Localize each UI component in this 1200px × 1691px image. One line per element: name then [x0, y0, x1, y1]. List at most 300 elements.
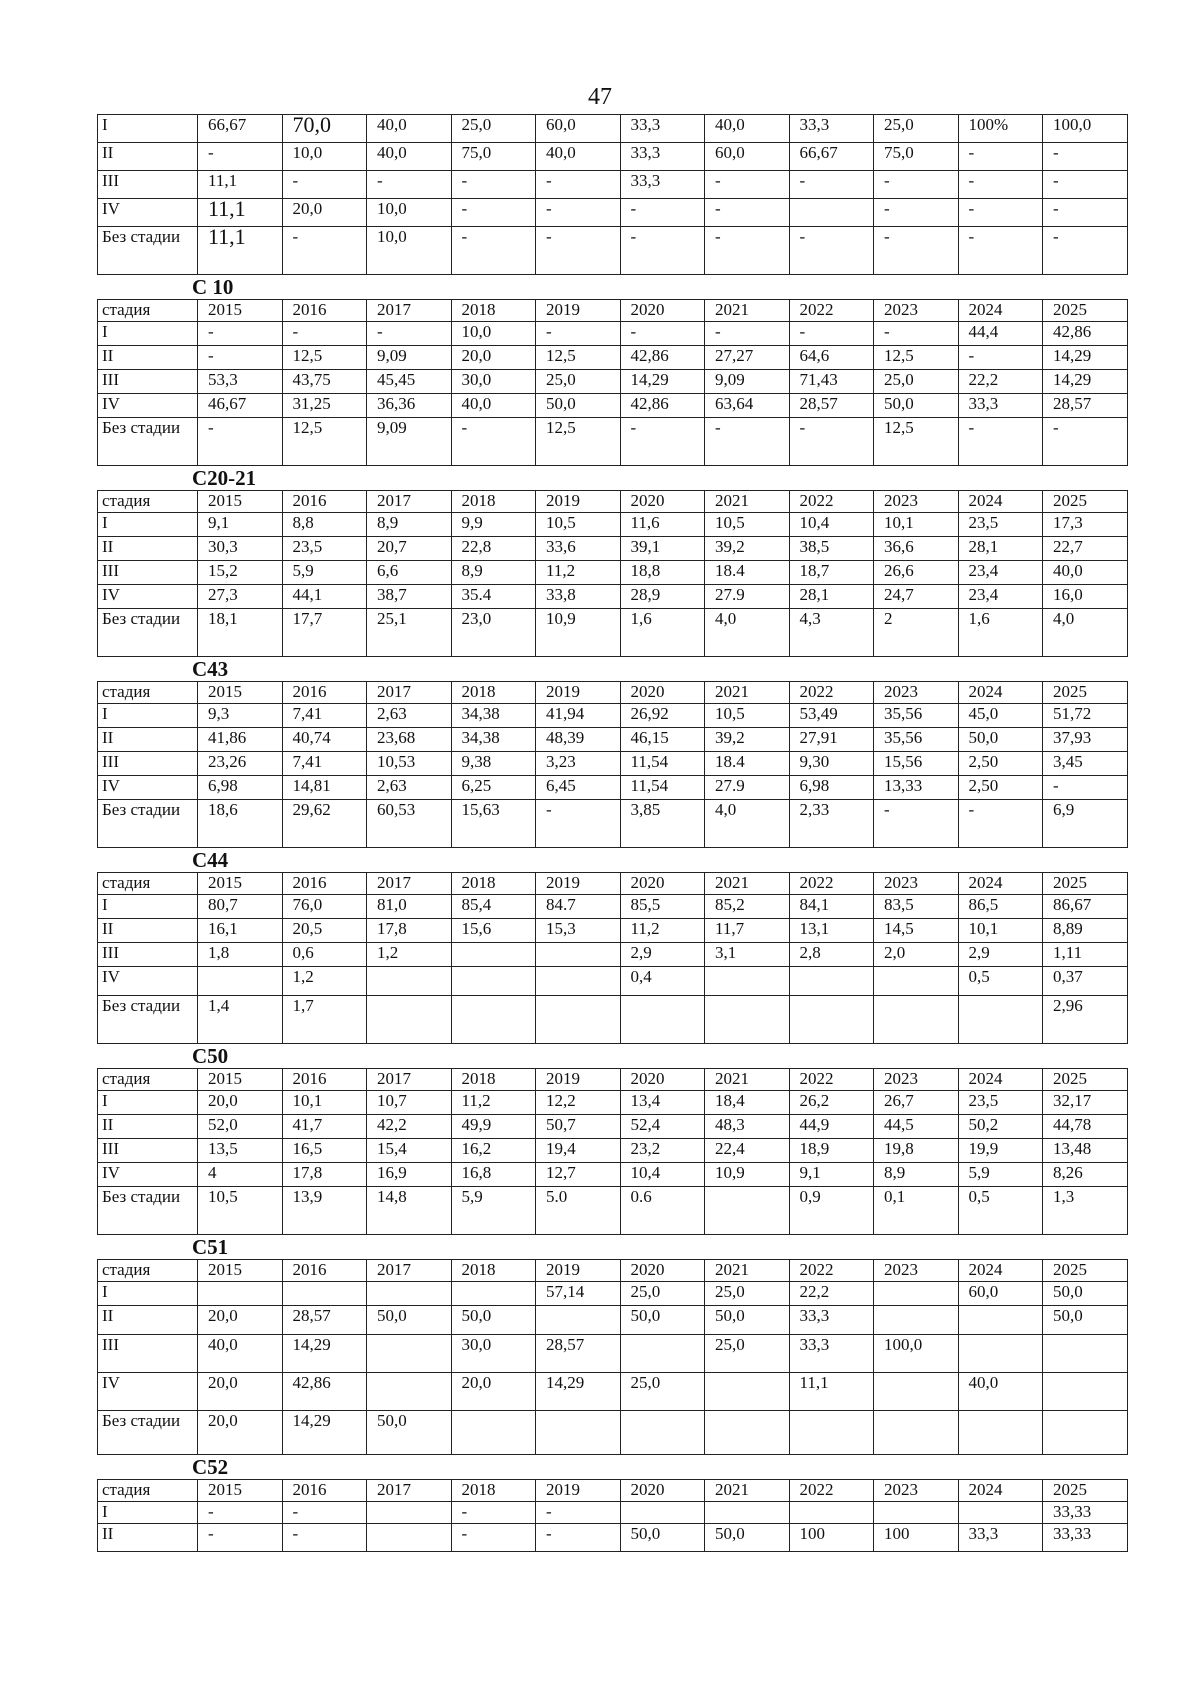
table-cell: 71,43	[789, 370, 874, 394]
table-cell: 66,67	[789, 143, 874, 171]
table-cell	[451, 967, 536, 996]
year-header-cell: 2025	[1043, 1069, 1128, 1091]
table-cell: 44,1	[282, 585, 367, 609]
table-cell: -	[451, 1524, 536, 1552]
table-cell: -	[536, 199, 621, 227]
stage-label: Без стадии	[98, 609, 198, 657]
table-cell: 38,5	[789, 537, 874, 561]
table-row	[98, 370, 1128, 394]
table-cell: 10,5	[536, 513, 621, 537]
year-header-cell: 2018	[451, 873, 536, 895]
year-header-cell: 2021	[705, 1480, 790, 1502]
table-cell: 9,09	[367, 418, 452, 466]
stage-label: IV	[98, 967, 198, 996]
table-cell: 85,2	[705, 895, 790, 919]
table-cell: 83,5	[874, 895, 959, 919]
table-cell: 40,0	[367, 143, 452, 171]
table-cell: 41,94	[536, 704, 621, 728]
table-cell: 50,0	[367, 1306, 452, 1335]
table-row	[98, 996, 1128, 1044]
table-cell: 8,9	[451, 561, 536, 585]
year-header-cell: 2024	[958, 300, 1043, 322]
table-cell: 1,7	[282, 996, 367, 1044]
table-cell: -	[282, 1524, 367, 1552]
table-row	[98, 967, 1128, 996]
year-header-cell: 2020	[620, 1260, 705, 1282]
table-cell	[620, 1335, 705, 1373]
table-row	[98, 1524, 1128, 1552]
table-cell: 2,9	[958, 943, 1043, 967]
table-cell: 25,0	[705, 1335, 790, 1373]
stage-label: I	[98, 1282, 198, 1306]
table-cell: 28,1	[789, 585, 874, 609]
year-header-cell: 2025	[1043, 682, 1128, 704]
year-header-cell: 2021	[705, 682, 790, 704]
table-row	[98, 513, 1128, 537]
year-header-cell: 2019	[536, 1480, 621, 1502]
table-row	[98, 1373, 1128, 1411]
year-header-cell: 2015	[198, 1069, 283, 1091]
year-header-cell: 2022	[789, 300, 874, 322]
table-cell: 9,3	[198, 704, 283, 728]
table-cell: 18.4	[705, 561, 790, 585]
stage-header-cell: стадия	[98, 873, 198, 895]
table-cell: 85,5	[620, 895, 705, 919]
table-cell: 16,8	[451, 1163, 536, 1187]
table-cell: 0,5	[958, 967, 1043, 996]
table-row	[98, 418, 1128, 466]
table-row	[98, 943, 1128, 967]
stage-label: I	[98, 1091, 198, 1115]
table-cell	[874, 1306, 959, 1335]
table-cell: 26,92	[620, 704, 705, 728]
stage-table	[97, 299, 1128, 466]
table-cell: 11,2	[620, 919, 705, 943]
table-cell: 25,0	[536, 370, 621, 394]
table-cell: 23,2	[620, 1139, 705, 1163]
table-cell: 17,3	[1043, 513, 1128, 537]
table-cell: -	[874, 171, 959, 199]
table-cell: 23,4	[958, 561, 1043, 585]
stage-label: IV	[98, 585, 198, 609]
table-cell	[198, 967, 283, 996]
table-cell: -	[367, 171, 452, 199]
table-cell: 44,5	[874, 1115, 959, 1139]
table-cell: -	[282, 322, 367, 346]
table-cell: -	[1043, 227, 1128, 275]
table-cell: 81,0	[367, 895, 452, 919]
table-cell: 2,33	[789, 800, 874, 848]
table-cell: -	[874, 199, 959, 227]
table-cell: 36,6	[874, 537, 959, 561]
table-cell: 48,3	[705, 1115, 790, 1139]
table-cell: 1,8	[198, 943, 283, 967]
table-cell: -	[958, 143, 1043, 171]
table-cell: -	[705, 322, 790, 346]
year-header-cell: 2024	[958, 873, 1043, 895]
table-cell: 12,5	[536, 346, 621, 370]
table-cell: 39,1	[620, 537, 705, 561]
table-row	[98, 1282, 1128, 1306]
table-cell: 1,2	[367, 943, 452, 967]
header-row	[98, 300, 1128, 322]
table-cell: 15,63	[451, 800, 536, 848]
table-row	[98, 115, 1128, 143]
stage-label: IV	[98, 199, 198, 227]
table-cell: 75,0	[451, 143, 536, 171]
table-cell: 2,50	[958, 776, 1043, 800]
top-table	[97, 114, 1128, 275]
table-row	[98, 1335, 1128, 1373]
stage-label: III	[98, 1139, 198, 1163]
table-cell	[958, 1411, 1043, 1455]
table-cell: 31,25	[282, 394, 367, 418]
table-cell	[367, 1502, 452, 1524]
table-cell: 19,8	[874, 1139, 959, 1163]
header-row	[98, 491, 1128, 513]
table-row	[98, 143, 1128, 171]
table-cell: 8,9	[874, 1163, 959, 1187]
table-cell: -	[198, 322, 283, 346]
stage-header-cell: стадия	[98, 491, 198, 513]
table-cell: 46,15	[620, 728, 705, 752]
table-cell: 28,9	[620, 585, 705, 609]
year-header-cell: 2025	[1043, 300, 1128, 322]
stage-label: II	[98, 1524, 198, 1552]
stage-label: I	[98, 115, 198, 143]
document-content	[97, 114, 1127, 1552]
table-cell: 0,6	[282, 943, 367, 967]
stage-header-cell: стадия	[98, 1069, 198, 1091]
table-cell: 50,0	[705, 1306, 790, 1335]
year-header-cell: 2022	[789, 491, 874, 513]
stage-table	[97, 490, 1128, 657]
table-cell: -	[789, 171, 874, 199]
year-header-cell: 2022	[789, 1069, 874, 1091]
year-header-cell: 2019	[536, 1069, 621, 1091]
table-cell: 29,62	[282, 800, 367, 848]
table-cell: 11,1	[198, 171, 283, 199]
table-cell: 2,63	[367, 704, 452, 728]
table-cell: 8,9	[367, 513, 452, 537]
table-cell: 10,5	[705, 704, 790, 728]
year-header-cell: 2016	[282, 873, 367, 895]
table-cell: 20,7	[367, 537, 452, 561]
table-cell	[958, 1335, 1043, 1373]
section-title: С20-21	[192, 466, 257, 490]
year-header-cell: 2023	[874, 1480, 959, 1502]
stage-tables	[97, 275, 1127, 1552]
table-row	[98, 1411, 1128, 1455]
stage-table	[97, 1479, 1128, 1552]
table-cell: 1,6	[958, 609, 1043, 657]
table-cell: -	[282, 227, 367, 275]
table-cell: -	[620, 322, 705, 346]
table-row	[98, 704, 1128, 728]
year-header-cell: 2016	[282, 300, 367, 322]
table-cell	[282, 1282, 367, 1306]
table-cell: 63,64	[705, 394, 790, 418]
table-cell: 0,37	[1043, 967, 1128, 996]
table-cell: 23,5	[958, 513, 1043, 537]
table-cell: 38,7	[367, 585, 452, 609]
table-cell: -	[198, 418, 283, 466]
table-cell	[620, 1411, 705, 1455]
table-row	[98, 776, 1128, 800]
table-cell: 22,2	[789, 1282, 874, 1306]
table-cell: -	[282, 171, 367, 199]
table-cell: 40,74	[282, 728, 367, 752]
table-cell: -	[1043, 776, 1128, 800]
table-cell	[789, 967, 874, 996]
table-cell: -	[451, 1502, 536, 1524]
table-cell: 10,1	[874, 513, 959, 537]
table-cell	[789, 1502, 874, 1524]
table-cell: 0,5	[958, 1187, 1043, 1235]
table-cell: 11,1	[789, 1373, 874, 1411]
table-cell: 53,3	[198, 370, 283, 394]
table-cell: 35.4	[451, 585, 536, 609]
table-cell: -	[789, 322, 874, 346]
table-cell: 2,0	[874, 943, 959, 967]
year-header-cell: 2020	[620, 682, 705, 704]
table-cell: 11,6	[620, 513, 705, 537]
table-cell	[705, 1411, 790, 1455]
year-header-cell: 2024	[958, 1260, 1043, 1282]
table-cell: 44,9	[789, 1115, 874, 1139]
table-cell: 28,57	[789, 394, 874, 418]
table-cell: 19,9	[958, 1139, 1043, 1163]
section-title: С 10	[192, 275, 234, 299]
table-cell: 14,5	[874, 919, 959, 943]
table-cell: 42,86	[620, 394, 705, 418]
table-cell: 100	[874, 1524, 959, 1552]
table-cell: 33,3	[620, 115, 705, 143]
table-row	[98, 728, 1128, 752]
table-cell: 50,0	[1043, 1306, 1128, 1335]
table-cell: 20,0	[198, 1091, 283, 1115]
table-cell: 6,6	[367, 561, 452, 585]
table-cell	[451, 1282, 536, 1306]
table-cell: 50,0	[451, 1306, 536, 1335]
table-cell: 10,0	[367, 227, 452, 275]
table-cell: 10,0	[367, 199, 452, 227]
year-header-cell: 2017	[367, 300, 452, 322]
stage-label: Без стадии	[98, 1411, 198, 1455]
stage-label: II	[98, 919, 198, 943]
table-cell: -	[367, 322, 452, 346]
table-cell: 20,5	[282, 919, 367, 943]
table-cell	[874, 1282, 959, 1306]
table-cell: 12,5	[536, 418, 621, 466]
year-header-cell: 2015	[198, 682, 283, 704]
table-cell: 11,2	[536, 561, 621, 585]
table-row	[98, 171, 1128, 199]
stage-label: I	[98, 513, 198, 537]
table-row	[98, 537, 1128, 561]
table-row	[98, 1115, 1128, 1139]
table-cell: 15,6	[451, 919, 536, 943]
table-section	[97, 848, 1127, 1044]
table-cell: 12,2	[536, 1091, 621, 1115]
table-cell	[1043, 1335, 1128, 1373]
table-row	[98, 752, 1128, 776]
table-cell	[705, 996, 790, 1044]
table-cell: -	[1043, 418, 1128, 466]
stage-label: III	[98, 943, 198, 967]
year-header-cell: 2018	[451, 491, 536, 513]
year-header-cell: 2015	[198, 1260, 283, 1282]
table-cell: 43,75	[282, 370, 367, 394]
table-cell	[1043, 1373, 1128, 1411]
stage-label: II	[98, 537, 198, 561]
stage-label: IV	[98, 776, 198, 800]
table-cell: 49,9	[451, 1115, 536, 1139]
table-cell: 1,11	[1043, 943, 1128, 967]
table-cell: 4,3	[789, 609, 874, 657]
table-cell: 33,3	[958, 394, 1043, 418]
table-cell: -	[958, 800, 1043, 848]
table-row	[98, 800, 1128, 848]
table-cell: 45,0	[958, 704, 1043, 728]
table-cell: 42,86	[282, 1373, 367, 1411]
table-cell	[705, 1373, 790, 1411]
stage-table	[97, 681, 1128, 848]
table-cell: 18,8	[620, 561, 705, 585]
table-cell: 30,0	[451, 1335, 536, 1373]
table-cell: 34,38	[451, 728, 536, 752]
table-cell: 33,33	[1043, 1502, 1128, 1524]
table-cell: 13,4	[620, 1091, 705, 1115]
year-header-cell: 2016	[282, 1480, 367, 1502]
table-cell: 18,9	[789, 1139, 874, 1163]
table-cell: -	[620, 418, 705, 466]
table-cell: 28,57	[536, 1335, 621, 1373]
year-header-cell: 2020	[620, 1480, 705, 1502]
header-row	[98, 1480, 1128, 1502]
table-cell: 70,0	[282, 115, 367, 143]
stage-header-cell: стадия	[98, 1260, 198, 1282]
stage-label: II	[98, 346, 198, 370]
table-cell: 22,7	[1043, 537, 1128, 561]
table-cell: 6,45	[536, 776, 621, 800]
table-cell: 8,89	[1043, 919, 1128, 943]
table-cell: 22,4	[705, 1139, 790, 1163]
year-header-cell: 2019	[536, 873, 621, 895]
stage-label: Без стадии	[98, 800, 198, 848]
table-cell: 10,7	[367, 1091, 452, 1115]
table-cell: -	[705, 227, 790, 275]
table-cell: 6,9	[1043, 800, 1128, 848]
table-cell: 20,0	[198, 1411, 283, 1455]
table-cell: 3,85	[620, 800, 705, 848]
table-cell: 4,0	[705, 800, 790, 848]
table-cell: 51,72	[1043, 704, 1128, 728]
table-cell	[367, 1282, 452, 1306]
table-cell: 10,9	[536, 609, 621, 657]
table-row	[98, 394, 1128, 418]
table-cell: 27.9	[705, 585, 790, 609]
year-header-cell: 2024	[958, 1069, 1043, 1091]
year-header-cell: 2025	[1043, 873, 1128, 895]
table-cell	[789, 199, 874, 227]
table-cell	[789, 996, 874, 1044]
table-cell: 57,14	[536, 1282, 621, 1306]
table-cell: 18,1	[198, 609, 283, 657]
table-cell: 18,6	[198, 800, 283, 848]
year-header-cell: 2018	[451, 1260, 536, 1282]
table-cell: -	[451, 418, 536, 466]
year-header-cell: 2023	[874, 1260, 959, 1282]
table-cell: 9,38	[451, 752, 536, 776]
table-cell: -	[198, 346, 283, 370]
table-cell	[958, 996, 1043, 1044]
year-header-cell: 2015	[198, 300, 283, 322]
table-cell: -	[874, 322, 959, 346]
year-header-cell: 2022	[789, 873, 874, 895]
table-cell: 16,0	[1043, 585, 1128, 609]
table-cell: -	[451, 227, 536, 275]
table-cell: 2,63	[367, 776, 452, 800]
table-cell: 30,0	[451, 370, 536, 394]
table-cell: 23,5	[958, 1091, 1043, 1115]
table-cell: 26,6	[874, 561, 959, 585]
table-cell: 25,0	[620, 1373, 705, 1411]
table-cell: -	[789, 418, 874, 466]
table-row	[98, 585, 1128, 609]
year-header-cell: 2022	[789, 1480, 874, 1502]
table-cell: -	[536, 227, 621, 275]
stage-label: II	[98, 143, 198, 171]
table-cell: -	[620, 199, 705, 227]
table-cell	[367, 1373, 452, 1411]
table-cell: 28,1	[958, 537, 1043, 561]
table-cell	[958, 1306, 1043, 1335]
table-row	[98, 1139, 1128, 1163]
stage-label: I	[98, 1502, 198, 1524]
year-header-cell: 2023	[874, 1069, 959, 1091]
table-cell: 60,0	[705, 143, 790, 171]
table-cell: 3,45	[1043, 752, 1128, 776]
table-row	[98, 1163, 1128, 1187]
table-cell: -	[536, 1502, 621, 1524]
table-cell	[536, 1411, 621, 1455]
table-cell: 5,9	[958, 1163, 1043, 1187]
table-cell: 60,53	[367, 800, 452, 848]
year-header-cell: 2017	[367, 1260, 452, 1282]
table-cell: 9,1	[198, 513, 283, 537]
table-cell: -	[705, 171, 790, 199]
table-cell	[705, 1502, 790, 1524]
table-cell: 40,0	[451, 394, 536, 418]
year-header-cell: 2023	[874, 491, 959, 513]
table-cell	[367, 996, 452, 1044]
table-cell: 5,9	[282, 561, 367, 585]
table-cell: 14,29	[282, 1335, 367, 1373]
table-cell: 12,5	[874, 418, 959, 466]
table-cell: 6,98	[198, 776, 283, 800]
table-cell: 16,2	[451, 1139, 536, 1163]
table-cell: 2,9	[620, 943, 705, 967]
table-cell: -	[282, 1502, 367, 1524]
table-cell: 5.0	[536, 1187, 621, 1235]
year-header-cell: 2015	[198, 1480, 283, 1502]
header-row	[98, 682, 1128, 704]
table-cell: 25,0	[874, 370, 959, 394]
table-cell	[874, 1373, 959, 1411]
table-cell: 39,2	[705, 537, 790, 561]
table-cell: 10,5	[198, 1187, 283, 1235]
